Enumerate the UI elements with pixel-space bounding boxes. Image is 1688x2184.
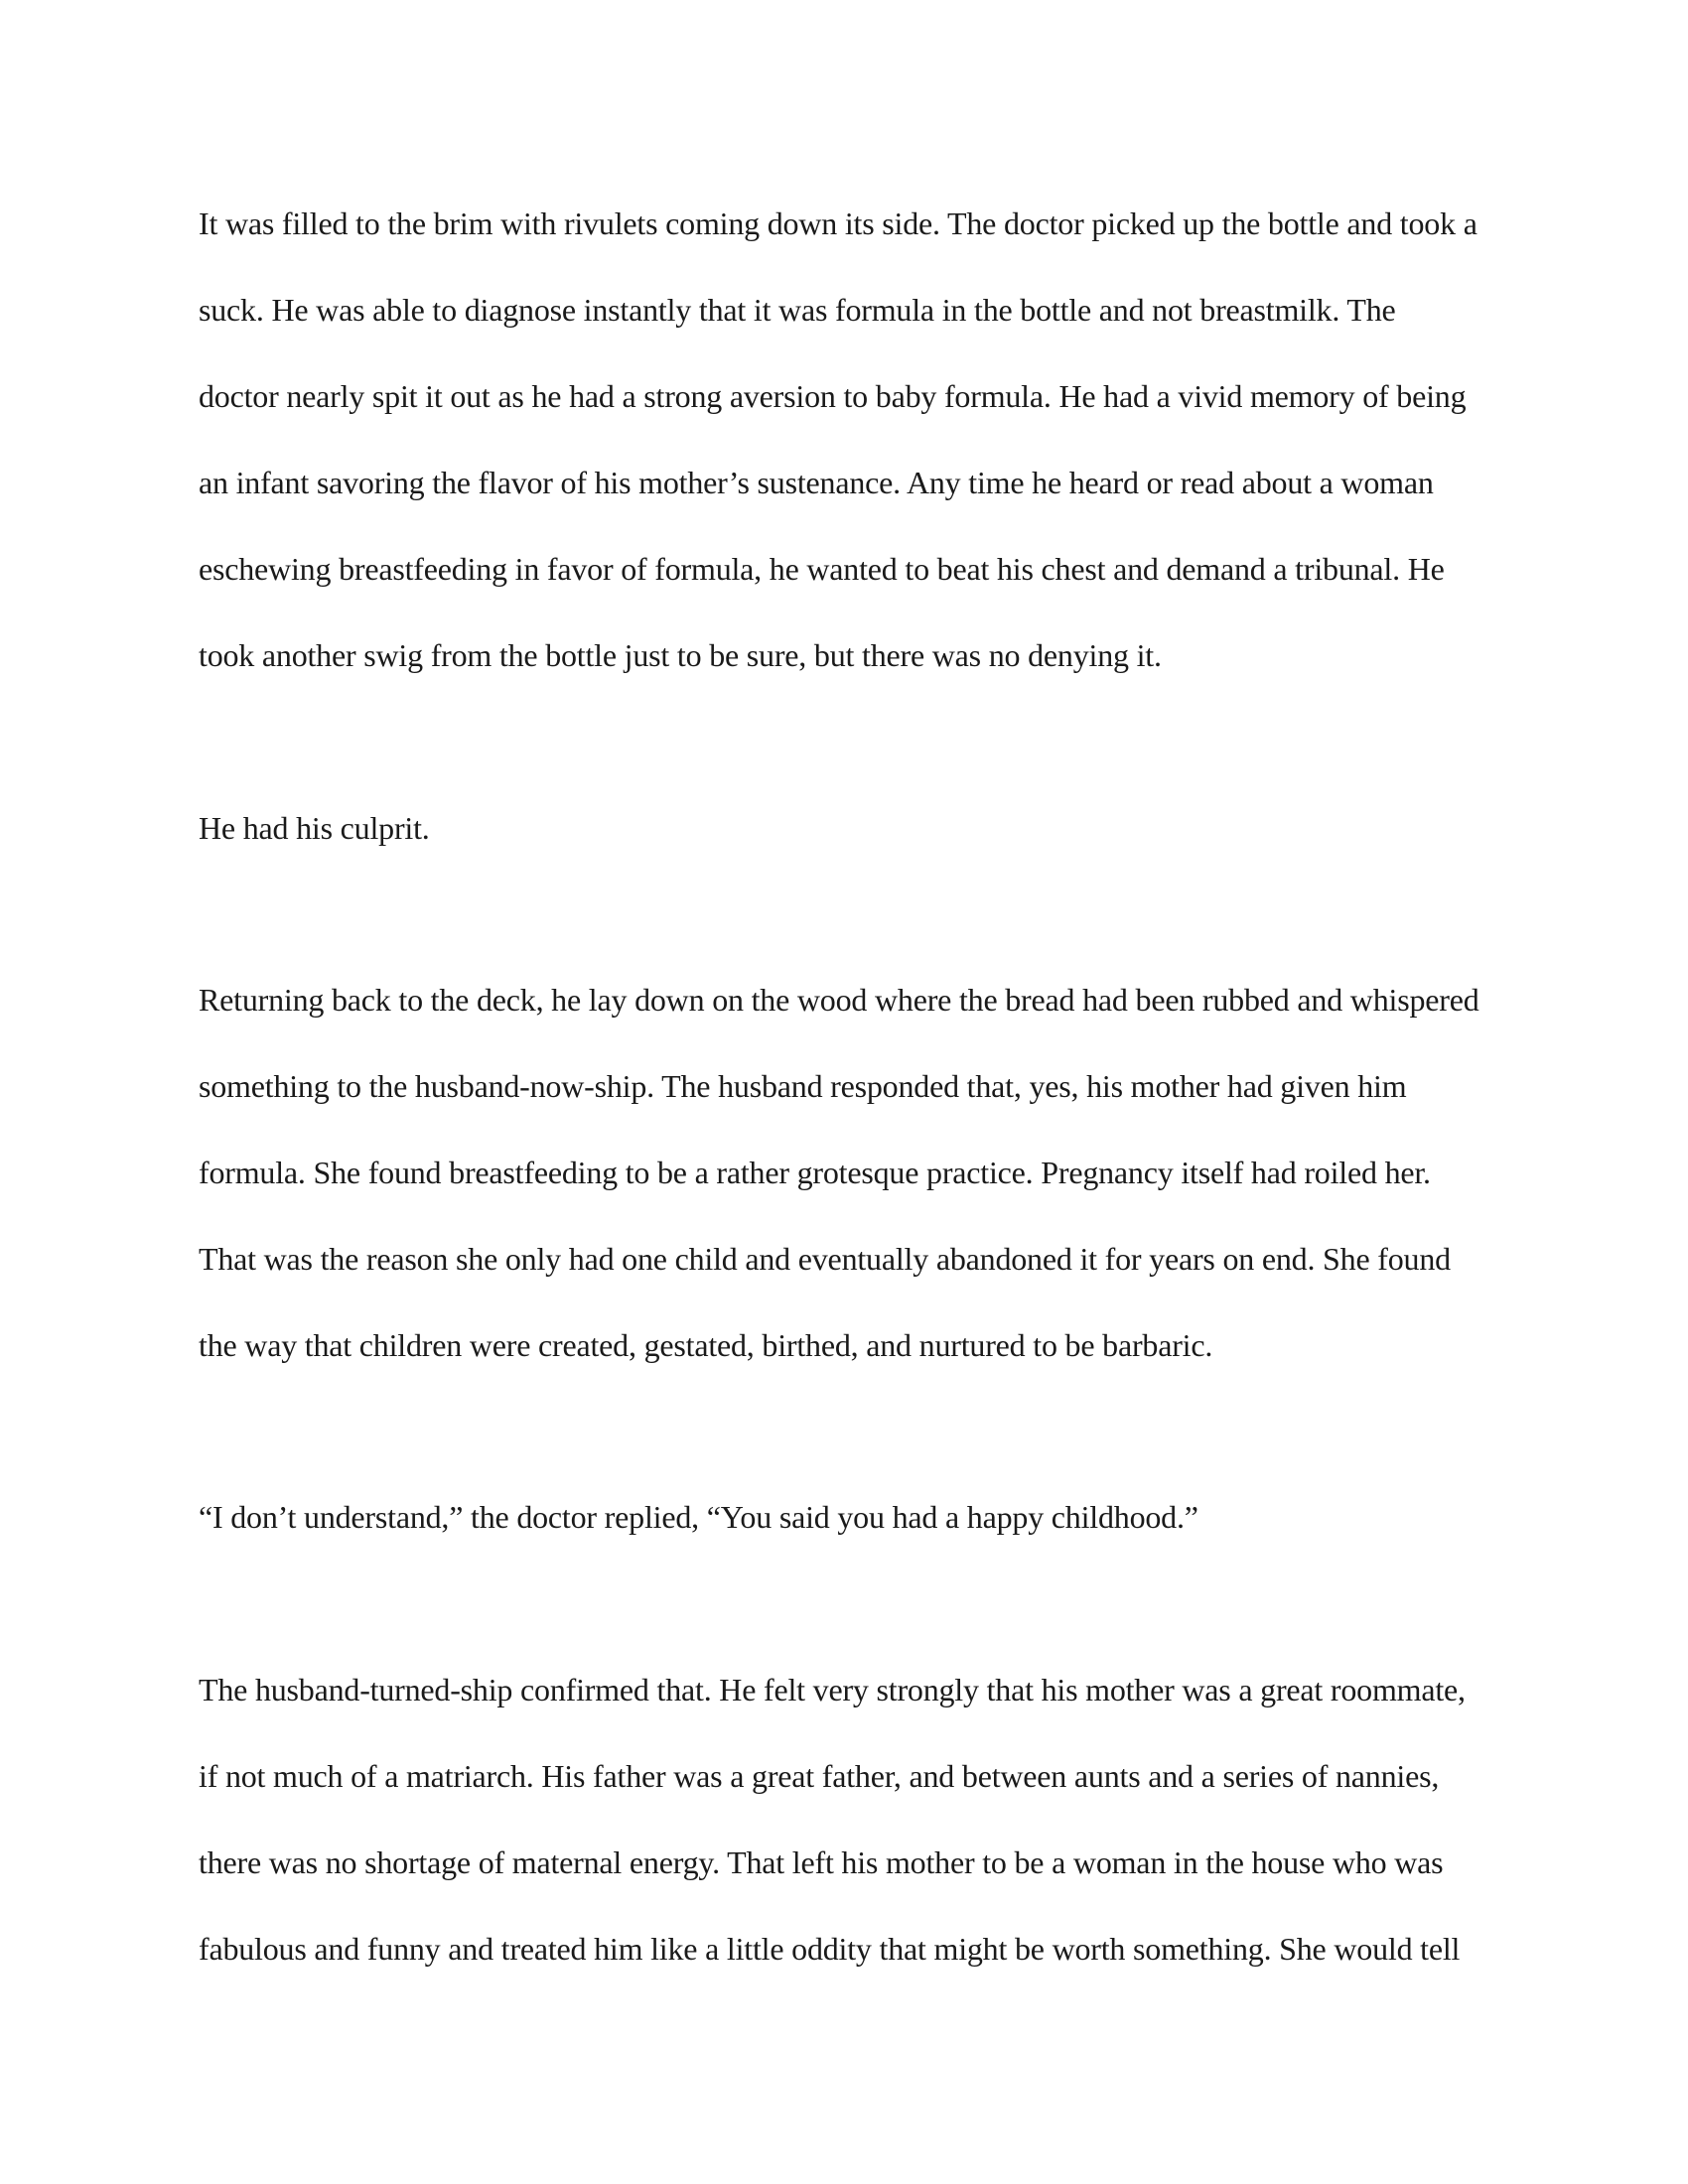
paragraph-5 xyxy=(199,1647,1489,1992)
paragraph-line: Returning back to the deck, he lay down on the wood where the bread had been rubbed and whispered xyxy=(199,982,1479,1018)
paragraph-4 xyxy=(199,1474,1489,1561)
paragraph-line: fabulous and funny and treated him like a little oddity that might be worth something. She would tell xyxy=(199,1931,1461,1967)
paragraph-line: The husband-turned-ship confirmed that. He felt very strongly that his mother was a great roommate, xyxy=(199,1672,1466,1707)
paragraph-line: He had his culprit. xyxy=(199,810,430,846)
paragraph-line: It was filled to the brim with rivulets coming down its side. The doctor picked up the bottle and took a xyxy=(199,205,1477,241)
paragraph-line: there was no shortage of maternal energy. That left his mother to be a woman in the house who was xyxy=(199,1844,1444,1880)
paragraph-line: something to the husband-now-ship. The husband responded that, yes, his mother had given him xyxy=(199,1068,1407,1104)
paragraph-3 xyxy=(199,957,1489,1389)
paragraph-line: if not much of a matriarch. His father was a great father, and between aunts and a series of nannies, xyxy=(199,1758,1440,1794)
paragraph-1 xyxy=(199,181,1489,699)
paragraph-line: “I don’t understand,” the doctor replied, “You said you had a happy childhood.” xyxy=(199,1499,1198,1535)
paragraph-line: the way that children were created, gestated, birthed, and nurtured to be barbaric. xyxy=(199,1327,1213,1363)
paragraph-line: eschewing breastfeeding in favor of formula, he wanted to beat his chest and demand a tribunal. He xyxy=(199,551,1445,587)
paragraph-line: doctor nearly spit it out as he had a strong aversion to baby formula. He had a vivid memory of being xyxy=(199,378,1467,414)
paragraph-line: formula. She found breastfeeding to be a rather grotesque practice. Pregnancy itself had roiled her. xyxy=(199,1155,1431,1190)
paragraph-line: That was the reason she only had one child and eventually abandoned it for years on end. She found xyxy=(199,1241,1451,1277)
paragraph-2 xyxy=(199,785,1489,872)
paragraph-line: suck. He was able to diagnose instantly that it was formula in the bottle and not breastmilk. The xyxy=(199,292,1396,328)
paragraph-line: took another swig from the bottle just to be sure, but there was no denying it. xyxy=(199,637,1162,673)
paragraph-line: an infant savoring the flavor of his mother’s sustenance. Any time he heard or read about a woman xyxy=(199,465,1434,500)
